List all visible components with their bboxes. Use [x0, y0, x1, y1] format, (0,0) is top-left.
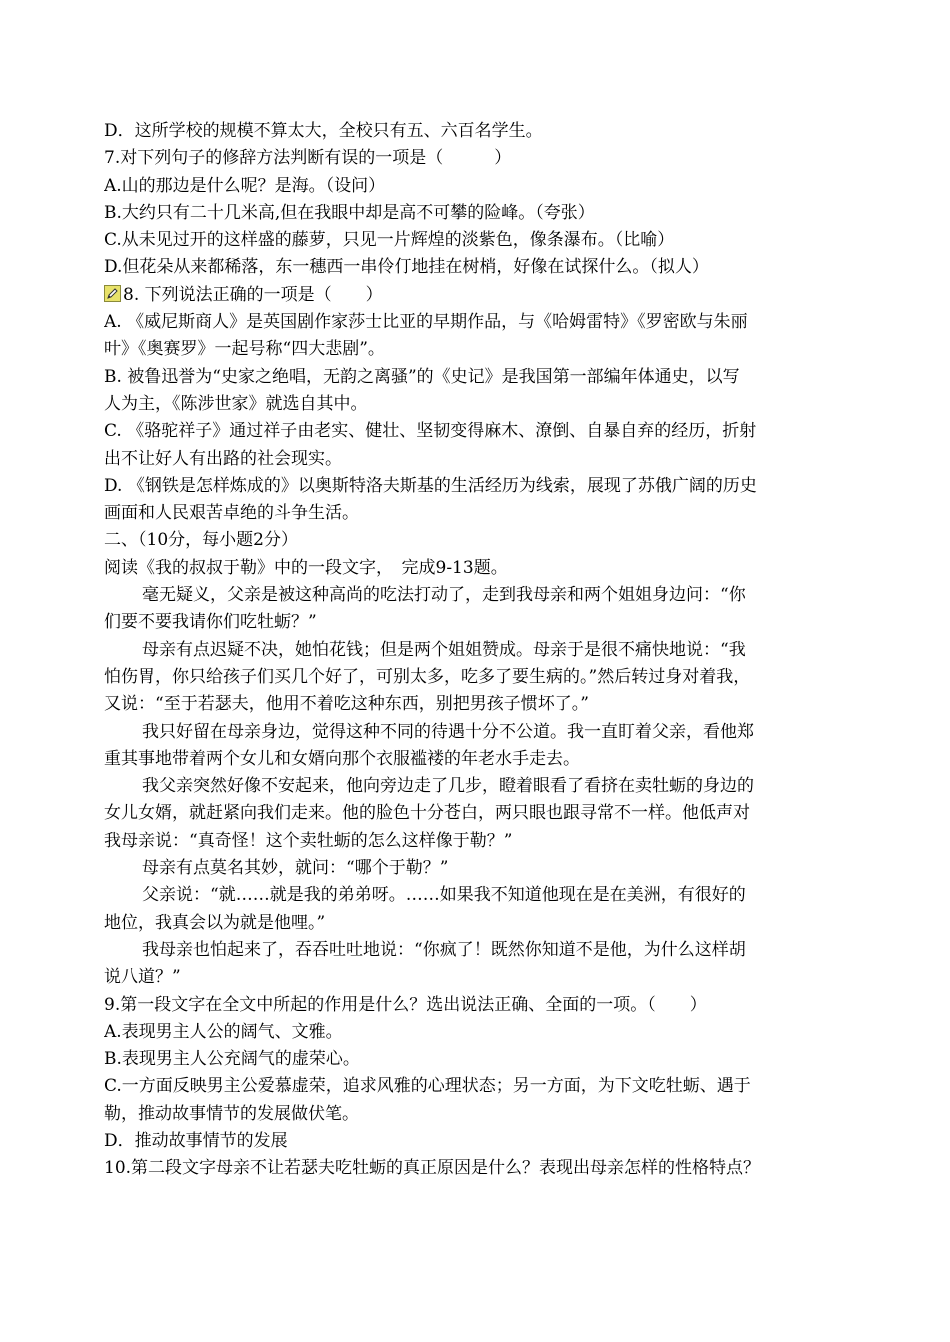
- passage-line: 说八道？”: [104, 967, 181, 988]
- q8-option-a-line1: A. 《威尼斯商人》是英国剧作家莎士比亚的早期作品，与《哈姆雷特》《罗密欧与朱丽: [104, 312, 748, 333]
- q9-option-a: A.表现男主人公的阔气、文雅。: [104, 1021, 343, 1042]
- q8-option-d-line1: D. 《钢铁是怎样炼成的》以奥斯特洛夫斯基的生活经历为线索，展现了苏俄广阔的历史: [104, 475, 757, 496]
- q9-option-d: D．推动故事情节的发展: [104, 1130, 288, 1151]
- passage-line: 们要不要我请你们吃牡蛎？”: [104, 612, 317, 633]
- q8-option-d-line2: 画面和人民艰苦卓绝的斗争生活。: [104, 503, 359, 524]
- option-d-q6: D．这所学校的规模不算太大，全校只有五、六百名学生。: [104, 121, 543, 141]
- q7-option-c: C.从未见过开的这样盛的藤萝，只见一片辉煌的淡紫色，像条瀑布。（比喻）: [104, 230, 675, 251]
- passage-line: 我母亲也怕起来了，吞吞吐吐地说：“你疯了！既然你知道不是他，为什么这样胡: [142, 939, 746, 960]
- q8-option-c-line1: C. 《骆驼祥子》通过祥子由老实、健壮、坚韧变得麻木、潦倒、自暴自弃的经历，折射: [104, 421, 757, 442]
- reading-instruction: 阅读《我的叔叔于勒》中的一段文字， 完成9-13题。: [104, 557, 508, 578]
- q8-option-c-line2: 出不让好人有出路的社会现实。: [104, 448, 342, 469]
- passage-line: 地位，我真会以为就是他哩。”: [104, 912, 326, 933]
- q7-option-d: D.但花朵从来都稀落，东一穗西一串伶仃地挂在树梢，好像在试探什么。（拟人）: [104, 257, 709, 278]
- q8-option-b-line1: B. 被鲁迅誉为“史家之绝唱，无韵之离骚”的《史记》是我国第一部编年体通史，以写: [104, 366, 740, 387]
- q9-option-b: B.表现男主人公充阔气的虚荣心。: [104, 1049, 360, 1070]
- question-9: 9.第一段文字在全文中所起的作用是什么？选出说法正确、全面的一项。（ ）: [104, 994, 707, 1015]
- passage-line: 又说：“至于若瑟夫，他用不着吃这种东西，别把男孩子惯坏了。”: [104, 694, 589, 715]
- question-8-text: 8. 下列说法正确的一项是（ ）: [123, 284, 383, 305]
- passage-line: 重其事地带着两个女儿和女婿向那个衣服褴褛的年老水手走去。: [104, 748, 580, 769]
- passage-line: 父亲说：“就……就是我的弟弟呀。……如果我不知道他现在是在美洲，有很好的: [142, 885, 746, 906]
- question-7: 7.对下列句子的修辞方法判断有误的一项是（ ）: [104, 148, 512, 169]
- passage-line: 我母亲说：“真奇怪！这个卖牡蛎的怎么这样像于勒？”: [104, 830, 513, 851]
- q9-option-c-line1: C.一方面反映男主公爱慕虚荣，追求风雅的心理状态；另一方面，为下文吃牡蛎、遇于: [104, 1076, 751, 1097]
- q7-option-b: B.大约只有二十几米高,但在我眼中却是高不可攀的险峰。（夸张）: [104, 202, 595, 223]
- section-2-heading: 二、（10分，每小题2分）: [104, 530, 298, 551]
- q9-option-c-line2: 勒，推动故事情节的发展做伏笔。: [104, 1103, 359, 1124]
- document-page: [104, 118, 856, 1183]
- passage-line: 我只好留在母亲身边，觉得这种不同的待遇十分不公道。我一直盯着父亲，看他郑: [142, 721, 754, 742]
- passage-line: 怕伤胃，你只给孩子们买几个好了，可别太多，吃多了要生病的。”然后转过身对着我，: [104, 666, 751, 687]
- passage-line: 母亲有点莫名其妙，就问：“哪个于勒？”: [142, 858, 449, 879]
- passage-line: 毫无疑义，父亲是被这种高尚的吃法打动了，走到我母亲和两个姐姐身边问：“你: [142, 585, 746, 606]
- passage-line: 我父亲突然好像不安起来，他向旁边走了几步，瞪着眼看了看挤在卖牡蛎的身边的: [142, 776, 754, 797]
- q8-option-a-line2: 叶》《奥赛罗》一起号称“四大悲剧”。: [104, 339, 385, 360]
- passage-line: 女儿女婿，就赶紧向我们走来。他的脸色十分苍白，两只眼也跟寻常不一样。他低声对: [104, 803, 750, 824]
- q7-option-a: A.山的那边是什么呢？是海。（设问）: [104, 175, 386, 196]
- q8-option-b-line2: 人为主，《陈涉世家》就选自其中。: [104, 393, 368, 414]
- passage-line: 母亲有点迟疑不决，她怕花钱；但是两个姐姐赞成。母亲于是很不痛快地说：“我: [142, 639, 746, 660]
- question-10: 10.第二段文字母亲不让若瑟夫吃牡蛎的真正原因是什么？表现出母亲怎样的性格特点？: [104, 1158, 761, 1179]
- question-8: [104, 282, 856, 309]
- pencil-icon: [104, 285, 121, 302]
